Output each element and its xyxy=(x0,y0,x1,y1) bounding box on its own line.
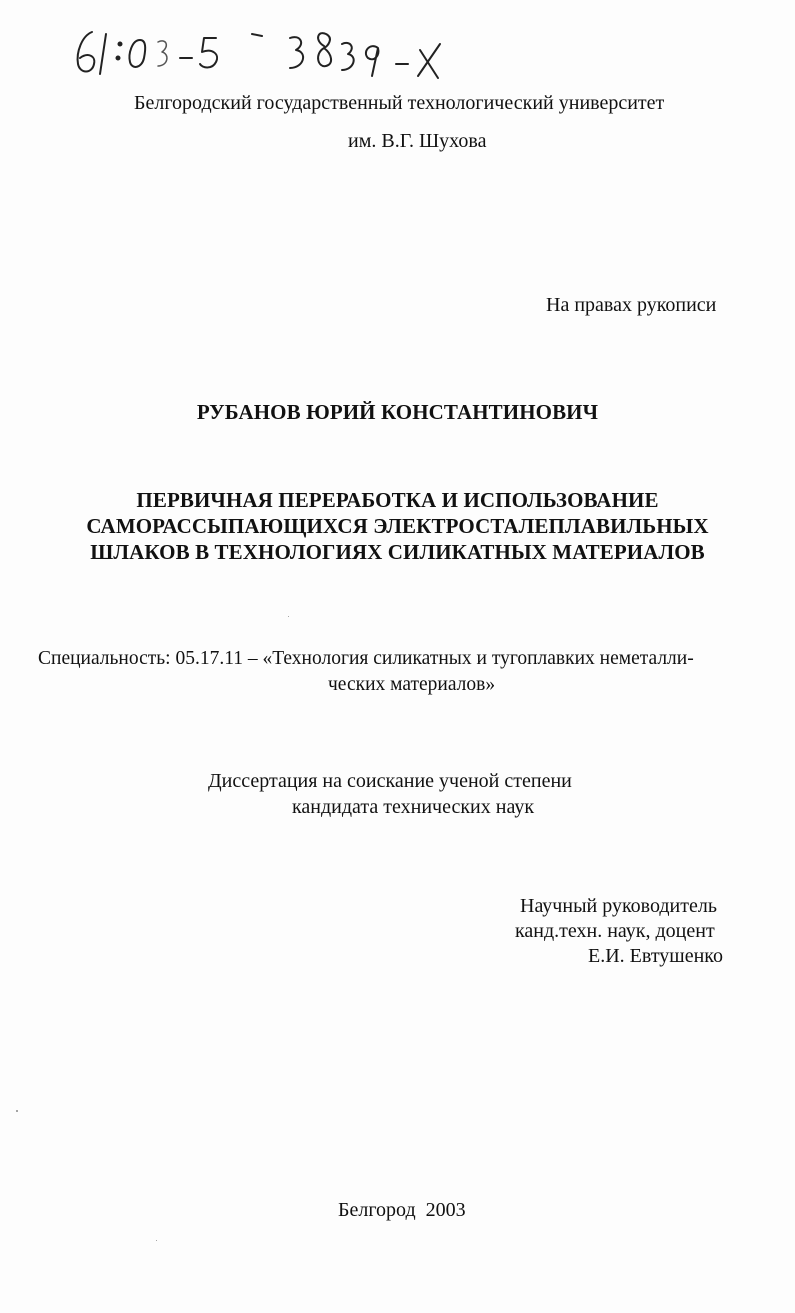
handwritten-archive-number xyxy=(62,14,482,84)
city-year: Белгород 2003 xyxy=(338,1199,466,1221)
university-name: Белгородский государственный технологический университет xyxy=(134,92,665,114)
supervisor-name: Е.И. Евтушенко xyxy=(588,945,723,967)
manuscript-rights-note: На правах рукописи xyxy=(546,294,717,316)
university-honorific: им. В.Г. Шухова xyxy=(348,130,487,152)
specialty-line: ческих материалов» xyxy=(328,674,496,695)
dissertation-title-line: САМОРАССЫПАЮЩИХСЯ ЭЛЕКТРОСТАЛЕПЛАВИЛЬНЫХ xyxy=(86,514,709,538)
scan-speck xyxy=(16,1110,18,1112)
dissertation-title-line: ПЕРВИЧНАЯ ПЕРЕРАБОТКА И ИСПОЛЬЗОВАНИЕ xyxy=(136,488,659,512)
author-name: РУБАНОВ ЮРИЙ КОНСТАНТИНОВИЧ xyxy=(196,400,599,424)
degree-line: кандидата технических наук xyxy=(292,796,535,818)
scan-speck xyxy=(288,616,289,617)
supervisor-role: Научный руководитель xyxy=(520,895,717,917)
dissertation-title-line: ШЛАКОВ В ТЕХНОЛОГИЯХ СИЛИКАТНЫХ МАТЕРИАЛОВ xyxy=(90,540,705,564)
scan-speck xyxy=(156,1240,157,1241)
degree-line: Диссертация на соискание ученой степени xyxy=(208,770,572,792)
specialty-line: Специальность: 05.17.11 – «Технология силикатных и тугоплавких неметалли- xyxy=(38,648,694,669)
supervisor-credentials: канд.техн. наук, доцент xyxy=(515,920,715,942)
